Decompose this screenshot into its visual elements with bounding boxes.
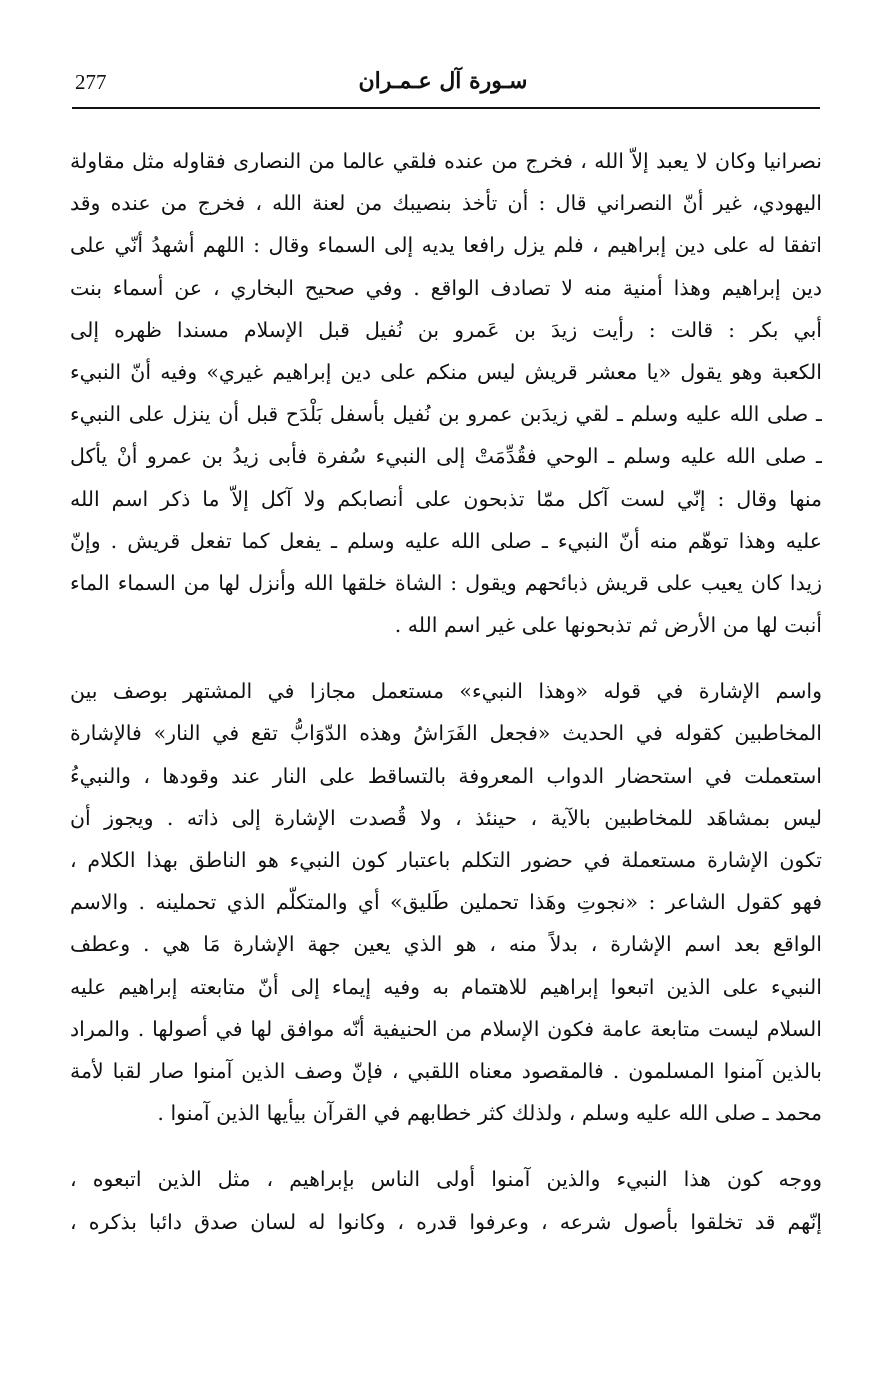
- text-line: الكعبة وهو يقول «يا معشر قريش ليس منكم على دين إبراهيم غيري» وفيه أنّ النبيء: [70, 359, 822, 384]
- text-line: النبيء على الذين اتبعوا إبراهيم للاهتمام به وفيه إيماء إلى أنّ متابعته إبراهيم عليه: [70, 974, 822, 999]
- body-text: [70, 140, 822, 1243]
- page-number: 277: [75, 70, 107, 94]
- text-line: ـ صلى الله عليه وسلم ـ لقي زيدَبن عمرو بن نُفيل بأسفل بَلْدَح قبل أن ينزل على النبيء: [70, 402, 822, 427]
- text-line: واسم الإشارة في قوله «وهذا النبيء» مستعمل مجازا في المشتهر بوصف بين: [70, 679, 822, 704]
- text-line: ـ صلى الله عليه وسلم ـ الوحي فقُدِّمَتْ إلى النبيء سُفرة فأبى زيدُ بن عمرو أنْ يأكل: [70, 444, 822, 469]
- text-line: ليس بمشاهَد للمخاطبين بالآية ، حينئذ ، ولا قُصدت الإشارة إلى ذاته . ويجوز أن: [70, 805, 822, 830]
- text-line: بالذين آمنوا المسلمون . فالمقصود معناه اللقبي ، فإنّ وصف الذين آمنوا صار لقبا لأمة: [70, 1058, 822, 1083]
- text-line: فهو كقول الشاعر : «نجوتِ وهَذا تحملين طَليق» أي والمتكلّم الذي تحملينه . والاسم: [70, 890, 822, 915]
- paragraph-1: [70, 140, 822, 646]
- paragraph-gap: [70, 1134, 822, 1158]
- text-line: إنّهم قد تخلقوا بأصول شرعه ، وعرفوا قدره ، وكانوا له لسان صدق دائبا بذكره ،: [70, 1209, 822, 1234]
- text-line: الواقع بعد اسم الإشارة ، بدلاً منه ، هو الذي يعين جهة الإشارة مَا هي . وعطف: [70, 932, 822, 957]
- text-line: محمد ـ صلى الله عليه وسلم ، ولذلك كثر خطابهم في القرآن بيأيها الذين آمنوا .: [157, 1101, 822, 1126]
- text-line: دين إبراهيم وهذا أمنية منه لا تصادف الواقع . وفي صحيح البخاري ، عن أسماء بنت: [70, 275, 822, 300]
- text-line: تكون الإشارة مستعملة في حضور التكلم باعتبار كون النبيء هو الناطق بهذا الكلام ،: [70, 848, 822, 872]
- text-line: استعملت في استحضار الدواب المعروفة بالتساقط على النار عند وقودها ، والنبيءُ: [70, 763, 822, 788]
- text-line: المخاطبين كقوله في الحديث «فجعل الفَرَاشُ وهذه الدّوَابُّ تقع في النار» فالإشارة: [70, 721, 822, 746]
- paragraph-gap: [70, 646, 822, 670]
- text-line: أبي بكر : قالت : رأيت زيدَ بن عَمرو بن نُفيل قبل الإسلام مسندا ظهره إلى: [70, 317, 822, 342]
- text-line: اتفقا له على دين إبراهيم ، فلم يزل رافعا يديه إلى السماء وقال : اللهم أشهدُ أنّي على: [70, 233, 822, 258]
- text-line: منها وقال : إنّي لست آكل ممّا تذبحون على أنصابكم ولا آكل إلاّ ما ذكر اسم الله: [70, 486, 822, 511]
- text-line: زيدا كان يعيب على قريش ذبائحهم ويقول : الشاة خلقها الله وأنزل لها من السماء الماء: [70, 570, 822, 595]
- running-head-surah-title: سـورة آل عـمـران: [358, 68, 528, 94]
- header-rule: [72, 107, 820, 109]
- text-line: اليهودي، غير أنّ النصراني قال : أن تأخذ بنصيبك من لعنة الله ، فخرج من عنده وقد: [70, 191, 822, 216]
- paragraph-3: [70, 1158, 822, 1242]
- paragraph-2: [70, 670, 822, 1134]
- text-line: عليه وهذا توهّم منه أنّ النبيء ـ صلى الله عليه وسلم ـ يفعل كما تفعل قريش . وإنّ: [70, 528, 822, 553]
- text-line: أنبت لها من الأرض ثم تذبحونها على غير اسم الله .: [394, 613, 822, 638]
- text-line: السلام ليست متابعة عامة فكون الإسلام من الحنيفية أنّه موافق لها في أصولها . والمراد: [70, 1016, 822, 1041]
- text-line: ووجه كون هذا النبيء والذين آمنوا أولى الناس بإبراهيم ، مثل الذين اتبعوه ،: [70, 1167, 822, 1192]
- text-line: نصرانيا وكان لا يعبد إلاّ الله ، فخرج من عنده فلقي عالما من النصارى فقاوله مثل مقاولة: [70, 149, 822, 173]
